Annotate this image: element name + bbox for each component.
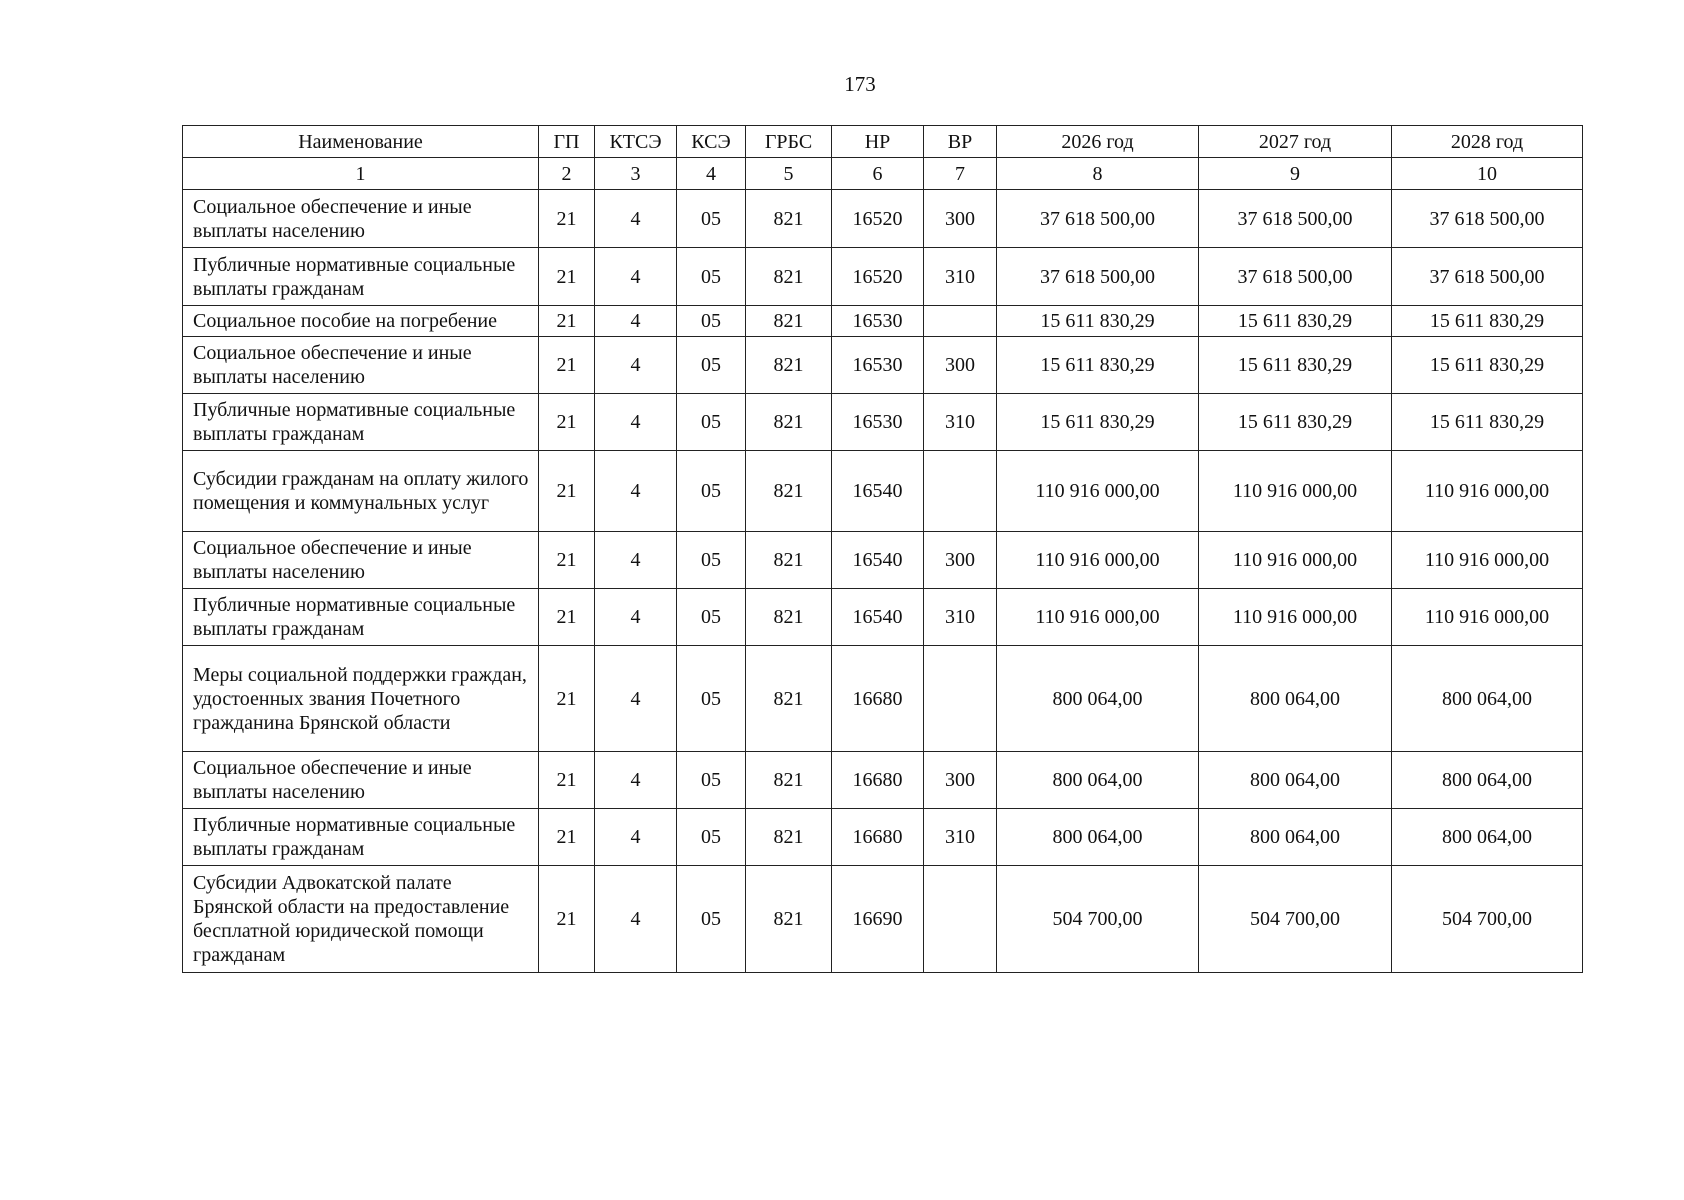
amount-2027-cell: 110 916 000,00 [1199, 589, 1392, 646]
amount-2027-cell: 504 700,00 [1199, 866, 1392, 973]
kse-cell: 05 [677, 248, 746, 306]
column-number-row [183, 158, 1583, 190]
header-cell-nr: НР [832, 126, 924, 158]
gp-cell: 21 [539, 752, 595, 809]
amount-2028-cell: 37 618 500,00 [1392, 248, 1583, 306]
row-name-cell: Социальное обеспечение и иные выплаты населению [183, 532, 539, 589]
amount-2027-cell: 15 611 830,29 [1199, 394, 1392, 451]
amount-2028-cell: 37 618 500,00 [1392, 190, 1583, 248]
table-row [183, 306, 1583, 337]
grbs-cell: 821 [746, 752, 832, 809]
gp-cell: 21 [539, 532, 595, 589]
vr-cell: 300 [924, 752, 997, 809]
kse-cell: 05 [677, 394, 746, 451]
table-row [183, 866, 1583, 973]
amount-2027-cell: 110 916 000,00 [1199, 532, 1392, 589]
header-cell-name: Наименование [183, 126, 539, 158]
amount-2028-cell: 110 916 000,00 [1392, 532, 1583, 589]
column-number-cell: 4 [677, 158, 746, 190]
vr-cell [924, 646, 997, 752]
grbs-cell: 821 [746, 306, 832, 337]
header-cell-grbs: ГРБС [746, 126, 832, 158]
gp-cell: 21 [539, 190, 595, 248]
table-row [183, 809, 1583, 866]
amount-2026-cell: 110 916 000,00 [997, 589, 1199, 646]
amount-2028-cell: 15 611 830,29 [1392, 337, 1583, 394]
header-cell-2027: 2027 год [1199, 126, 1392, 158]
table-row [183, 394, 1583, 451]
amount-2026-cell: 37 618 500,00 [997, 248, 1199, 306]
ktse-cell: 4 [595, 451, 677, 532]
table-row [183, 248, 1583, 306]
kse-cell: 05 [677, 809, 746, 866]
page-number: 173 [844, 72, 876, 96]
ktse-cell: 4 [595, 809, 677, 866]
vr-cell: 310 [924, 248, 997, 306]
nr-cell: 16680 [832, 752, 924, 809]
table-body [183, 190, 1583, 973]
nr-cell: 16540 [832, 451, 924, 532]
nr-cell: 16540 [832, 532, 924, 589]
amount-2026-cell: 504 700,00 [997, 866, 1199, 973]
vr-cell: 310 [924, 809, 997, 866]
amount-2027-cell: 110 916 000,00 [1199, 451, 1392, 532]
grbs-cell: 821 [746, 337, 832, 394]
row-name-cell: Публичные нормативные социальные выплаты гражданам [183, 809, 539, 866]
kse-cell: 05 [677, 451, 746, 532]
grbs-cell: 821 [746, 646, 832, 752]
nr-cell: 16530 [832, 337, 924, 394]
grbs-cell: 821 [746, 394, 832, 451]
amount-2028-cell: 110 916 000,00 [1392, 589, 1583, 646]
column-number-cell: 5 [746, 158, 832, 190]
grbs-cell: 821 [746, 589, 832, 646]
nr-cell: 16540 [832, 589, 924, 646]
row-name-cell: Публичные нормативные социальные выплаты гражданам [183, 589, 539, 646]
row-name-cell: Социальное обеспечение и иные выплаты населению [183, 190, 539, 248]
nr-cell: 16680 [832, 646, 924, 752]
ktse-cell: 4 [595, 306, 677, 337]
kse-cell: 05 [677, 866, 746, 973]
gp-cell: 21 [539, 394, 595, 451]
row-name-cell: Публичные нормативные социальные выплаты гражданам [183, 394, 539, 451]
nr-cell: 16690 [832, 866, 924, 973]
table-row [183, 646, 1583, 752]
table-row [183, 589, 1583, 646]
amount-2028-cell: 800 064,00 [1392, 752, 1583, 809]
kse-cell: 05 [677, 190, 746, 248]
ktse-cell: 4 [595, 190, 677, 248]
row-name-cell: Социальное обеспечение и иные выплаты населению [183, 337, 539, 394]
amount-2028-cell: 15 611 830,29 [1392, 306, 1583, 337]
amount-2028-cell: 800 064,00 [1392, 809, 1583, 866]
vr-cell [924, 451, 997, 532]
amount-2027-cell: 800 064,00 [1199, 646, 1392, 752]
amount-2026-cell: 800 064,00 [997, 809, 1199, 866]
vr-cell: 310 [924, 394, 997, 451]
kse-cell: 05 [677, 337, 746, 394]
header-cell-2026: 2026 год [997, 126, 1199, 158]
gp-cell: 21 [539, 866, 595, 973]
vr-cell: 300 [924, 190, 997, 248]
vr-cell: 310 [924, 589, 997, 646]
amount-2028-cell: 110 916 000,00 [1392, 451, 1583, 532]
column-number-cell: 1 [183, 158, 539, 190]
ktse-cell: 4 [595, 866, 677, 973]
vr-cell [924, 306, 997, 337]
gp-cell: 21 [539, 809, 595, 866]
table-row [183, 451, 1583, 532]
amount-2026-cell: 15 611 830,29 [997, 306, 1199, 337]
budget-table [182, 125, 1583, 973]
header-cell-ktse: КТСЭ [595, 126, 677, 158]
gp-cell: 21 [539, 306, 595, 337]
amount-2028-cell: 800 064,00 [1392, 646, 1583, 752]
grbs-cell: 821 [746, 532, 832, 589]
nr-cell: 16520 [832, 248, 924, 306]
ktse-cell: 4 [595, 589, 677, 646]
row-name-cell: Социальное обеспечение и иные выплаты населению [183, 752, 539, 809]
column-number-cell: 10 [1392, 158, 1583, 190]
kse-cell: 05 [677, 646, 746, 752]
grbs-cell: 821 [746, 866, 832, 973]
amount-2028-cell: 504 700,00 [1392, 866, 1583, 973]
column-number-cell: 3 [595, 158, 677, 190]
row-name-cell: Публичные нормативные социальные выплаты гражданам [183, 248, 539, 306]
grbs-cell: 821 [746, 451, 832, 532]
row-name-cell: Меры социальной поддержки граждан, удостоенных звания Почетного гражданина Брянской области [183, 646, 539, 752]
row-name-cell: Субсидии гражданам на оплату жилого помещения и коммунальных услуг [183, 451, 539, 532]
column-number-cell: 6 [832, 158, 924, 190]
ktse-cell: 4 [595, 532, 677, 589]
amount-2026-cell: 800 064,00 [997, 752, 1199, 809]
amount-2026-cell: 37 618 500,00 [997, 190, 1199, 248]
vr-cell: 300 [924, 337, 997, 394]
amount-2026-cell: 110 916 000,00 [997, 532, 1199, 589]
table-row [183, 752, 1583, 809]
ktse-cell: 4 [595, 248, 677, 306]
amount-2027-cell: 37 618 500,00 [1199, 248, 1392, 306]
ktse-cell: 4 [595, 394, 677, 451]
amount-2027-cell: 15 611 830,29 [1199, 306, 1392, 337]
gp-cell: 21 [539, 337, 595, 394]
nr-cell: 16520 [832, 190, 924, 248]
gp-cell: 21 [539, 646, 595, 752]
kse-cell: 05 [677, 589, 746, 646]
column-number-cell: 7 [924, 158, 997, 190]
table-row [183, 532, 1583, 589]
header-cell-kse: КСЭ [677, 126, 746, 158]
ktse-cell: 4 [595, 646, 677, 752]
header-cell-gp: ГП [539, 126, 595, 158]
amount-2026-cell: 110 916 000,00 [997, 451, 1199, 532]
amount-2027-cell: 800 064,00 [1199, 809, 1392, 866]
grbs-cell: 821 [746, 809, 832, 866]
grbs-cell: 821 [746, 248, 832, 306]
column-number-cell: 2 [539, 158, 595, 190]
row-name-cell: Субсидии Адвокатской палате Брянской области на предоставление бесплатной юридической помощи гражданам [183, 866, 539, 973]
gp-cell: 21 [539, 451, 595, 532]
kse-cell: 05 [677, 306, 746, 337]
kse-cell: 05 [677, 532, 746, 589]
vr-cell [924, 866, 997, 973]
kse-cell: 05 [677, 752, 746, 809]
nr-cell: 16680 [832, 809, 924, 866]
grbs-cell: 821 [746, 190, 832, 248]
table-row [183, 337, 1583, 394]
gp-cell: 21 [539, 589, 595, 646]
column-number-cell: 8 [997, 158, 1199, 190]
vr-cell: 300 [924, 532, 997, 589]
amount-2026-cell: 15 611 830,29 [997, 394, 1199, 451]
nr-cell: 16530 [832, 306, 924, 337]
amount-2027-cell: 800 064,00 [1199, 752, 1392, 809]
column-number-cell: 9 [1199, 158, 1392, 190]
gp-cell: 21 [539, 248, 595, 306]
amount-2026-cell: 800 064,00 [997, 646, 1199, 752]
nr-cell: 16530 [832, 394, 924, 451]
header-cell-2028: 2028 год [1392, 126, 1583, 158]
header-row [183, 126, 1583, 158]
table-row [183, 190, 1583, 248]
row-name-cell: Социальное пособие на погребение [183, 306, 539, 337]
amount-2028-cell: 15 611 830,29 [1392, 394, 1583, 451]
amount-2027-cell: 37 618 500,00 [1199, 190, 1392, 248]
ktse-cell: 4 [595, 752, 677, 809]
amount-2027-cell: 15 611 830,29 [1199, 337, 1392, 394]
amount-2026-cell: 15 611 830,29 [997, 337, 1199, 394]
header-cell-vr: ВР [924, 126, 997, 158]
ktse-cell: 4 [595, 337, 677, 394]
